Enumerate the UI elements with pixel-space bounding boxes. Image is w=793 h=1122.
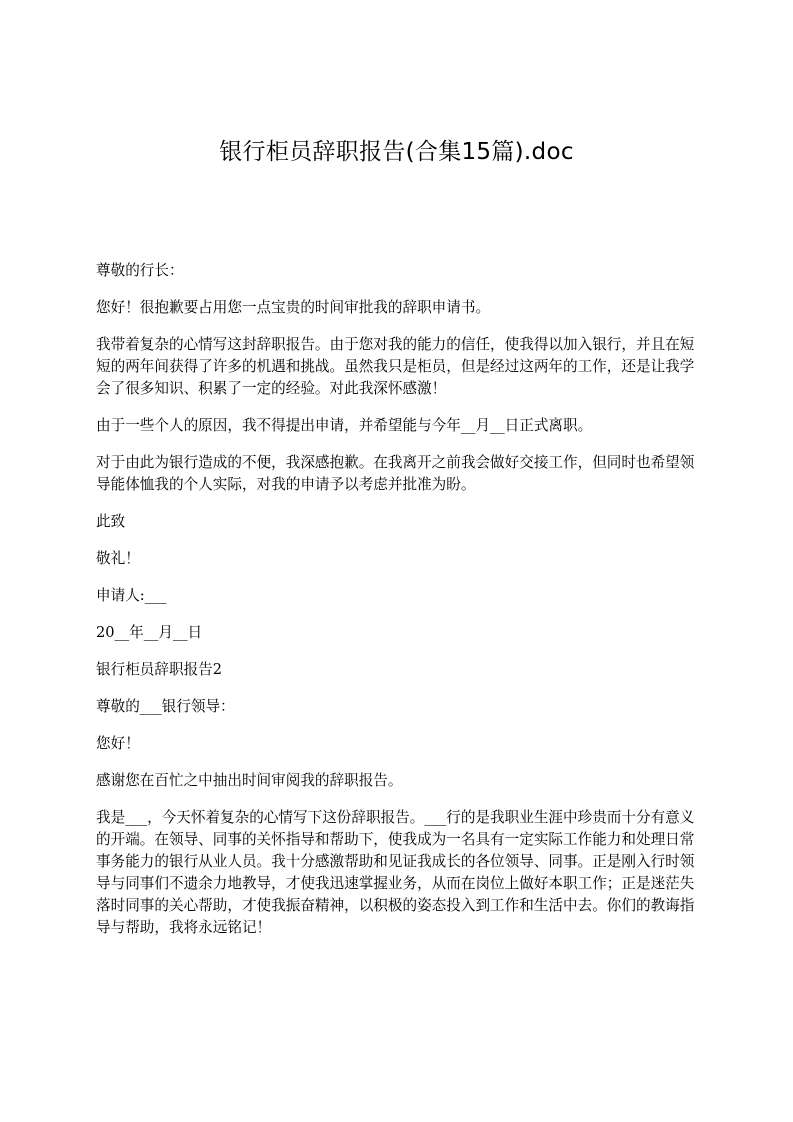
body-paragraph: 我是___，今天怀着复杂的心情写下这份辞职报告。___行的是我职业生涯中珍贵而十分有意义的开端。在领导、同事的关怀指导和帮助下，使我成为一名具有一定实际工作能力和处理日常事务能力的银行从业人员。我十分感激帮助和见证我成长的各位领导、同事。正是刚入行时领导与同事们不遗余力地教导，才使我迅速掌握业务，从而在岗位上做好本职工作；正是迷茫失落时同事的关心帮助，才使我振奋精神，以积极的姿态投入到工作和生活中去。你们的教诲指导与帮助，我将永远铭记！	[96, 809, 695, 936]
body-paragraph: 我带着复杂的心情写这封辞职报告。由于您对我的能力的信任，使我得以加入银行，并且在短短的两年间获得了许多的机遇和挑战。虽然我只是柜员，但是经过这两年的工作，还是让我学会了很多知识、积累了一定的经验。对此我深怀感激！	[96, 336, 695, 397]
salutation: 尊敬的___银行领导：	[96, 698, 235, 715]
document-title: 银行柜员辞职报告(合集15篇).doc	[219, 139, 574, 165]
applicant-line: 申请人:___	[96, 587, 167, 604]
salutation: 尊敬的行长：	[96, 262, 184, 279]
section-heading: 银行柜员辞职报告2	[96, 661, 223, 678]
body-paragraph: 由于一些个人的原因，我不得提出申请，并希望能与今年__月__日正式离职。	[96, 417, 593, 434]
body-paragraph: 感谢您在百忙之中抽出时间审阅我的辞职报告。	[96, 772, 403, 789]
closing-line: 此致	[96, 513, 126, 530]
body-paragraph: 对于由此为银行造成的不便，我深感抱歉。在我离开之前我会做好交接工作，但同时也希望领导能体恤我的个人实际，对我的申请予以考虑并批准为盼。	[96, 454, 695, 493]
date-line: 20__年__月__日	[96, 624, 203, 641]
closing-line: 敬礼！	[96, 550, 140, 567]
document-body	[96, 260, 696, 954]
greeting-paragraph: 您好！	[96, 735, 140, 752]
greeting-paragraph: 您好！很抱歉要占用您一点宝贵的时间审批我的辞职申请书。	[96, 299, 491, 316]
